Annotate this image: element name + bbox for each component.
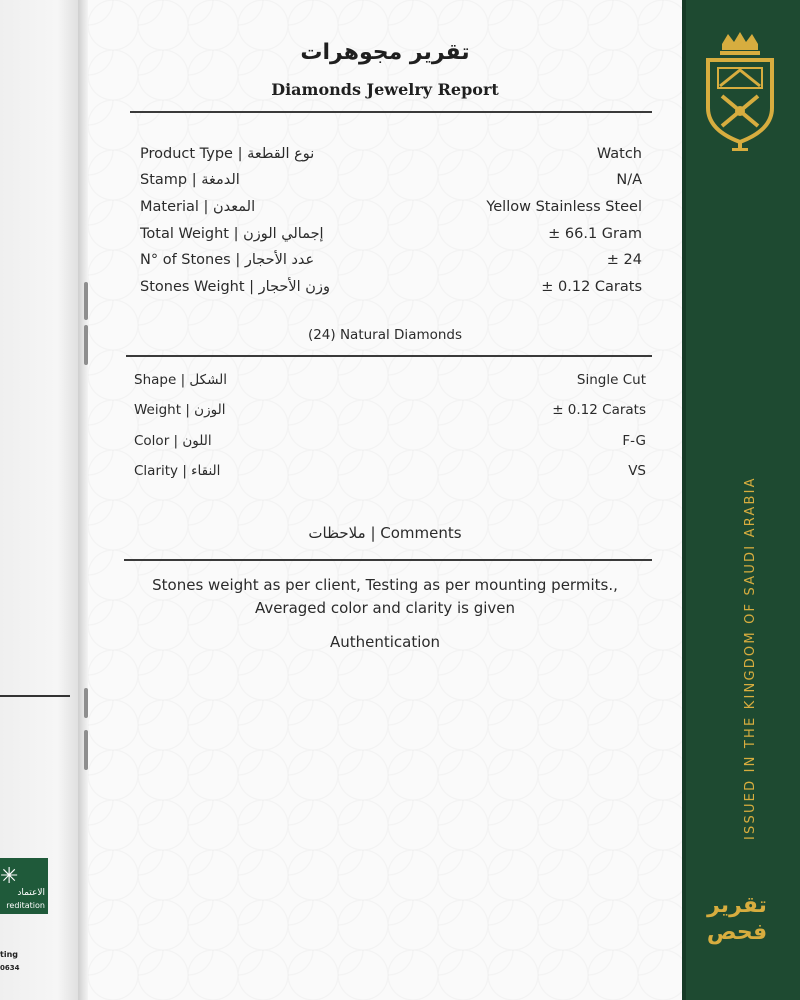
accreditation-badge-text-en: reditation xyxy=(6,901,45,910)
cover-issued-text: ISSUED IN THE KINGDOM OF SAUDI ARABIA xyxy=(743,476,758,840)
crest-emblem-icon xyxy=(700,30,780,155)
detail-value: ± 24 xyxy=(606,252,642,268)
accreditation-badge-text-ar: الاعتماد xyxy=(17,888,45,898)
stone-value: VS xyxy=(628,463,646,479)
cover-edge xyxy=(682,0,686,1000)
detail-label: Total Weight | إجمالي الوزن xyxy=(140,226,324,242)
stone-label: Weight | الوزن xyxy=(134,402,226,418)
previous-page xyxy=(0,0,82,1000)
stone-value: Single Cut xyxy=(576,372,646,388)
stone-row xyxy=(134,368,646,392)
report-title-en: Diamonds Jewelry Report xyxy=(271,80,499,99)
detail-label: Product Type | نوع القطعة xyxy=(140,146,315,162)
cover-title-ar-line2: فحص xyxy=(706,920,768,945)
stone-row xyxy=(134,459,646,483)
stone-value: F-G xyxy=(622,433,646,449)
report-page xyxy=(88,0,682,1000)
comments-text: Stones weight as per client, Testing as per mounting permits., Averaged color and clarity is given xyxy=(152,576,618,617)
report-title-ar: تقرير مجوهرات xyxy=(300,40,470,65)
comments-divider xyxy=(124,559,652,561)
detail-value: Yellow Stainless Steel xyxy=(486,199,642,215)
detail-label: N° of Stones | عدد الأحجار xyxy=(140,252,315,268)
detail-row xyxy=(140,275,642,299)
stones-heading: (24) Natural Diamonds xyxy=(307,327,463,343)
comments-heading: ملاحظات | Comments xyxy=(308,524,462,542)
previous-page-rule xyxy=(0,695,70,697)
header-divider xyxy=(130,111,652,113)
previous-page-text: ting xyxy=(0,950,18,959)
detail-row xyxy=(140,142,642,166)
detail-label: Material | المعدن xyxy=(140,199,256,215)
authentication-heading: Authentication xyxy=(329,633,441,651)
detail-row xyxy=(140,168,642,192)
detail-value: N/A xyxy=(616,172,642,188)
booklet-binding xyxy=(78,0,88,1000)
detail-row xyxy=(140,195,642,219)
stone-label: Color | اللون xyxy=(134,433,212,449)
detail-row xyxy=(140,222,642,246)
stone-row xyxy=(134,429,646,453)
stone-value: ± 0.12 Carats xyxy=(552,402,646,418)
stone-row xyxy=(134,398,646,422)
cover-title-ar-line1: تقرير xyxy=(707,893,767,918)
stones-divider xyxy=(126,355,652,357)
accreditation-badge xyxy=(0,858,48,914)
detail-label: Stamp | الدمغة xyxy=(140,172,240,188)
stone-label: Clarity | النقاء xyxy=(134,463,221,479)
detail-row xyxy=(140,248,642,272)
detail-value: ± 0.12 Carats xyxy=(541,279,642,295)
stone-label: Shape | الشكل xyxy=(134,372,227,388)
detail-label: Stones Weight | وزن الأحجار xyxy=(140,279,330,295)
previous-page-number: 0634 xyxy=(0,964,20,972)
detail-value: ± 66.1 Gram xyxy=(548,226,642,242)
detail-value: Watch xyxy=(596,146,642,162)
accreditation-star-icon: ✳ xyxy=(0,864,19,889)
